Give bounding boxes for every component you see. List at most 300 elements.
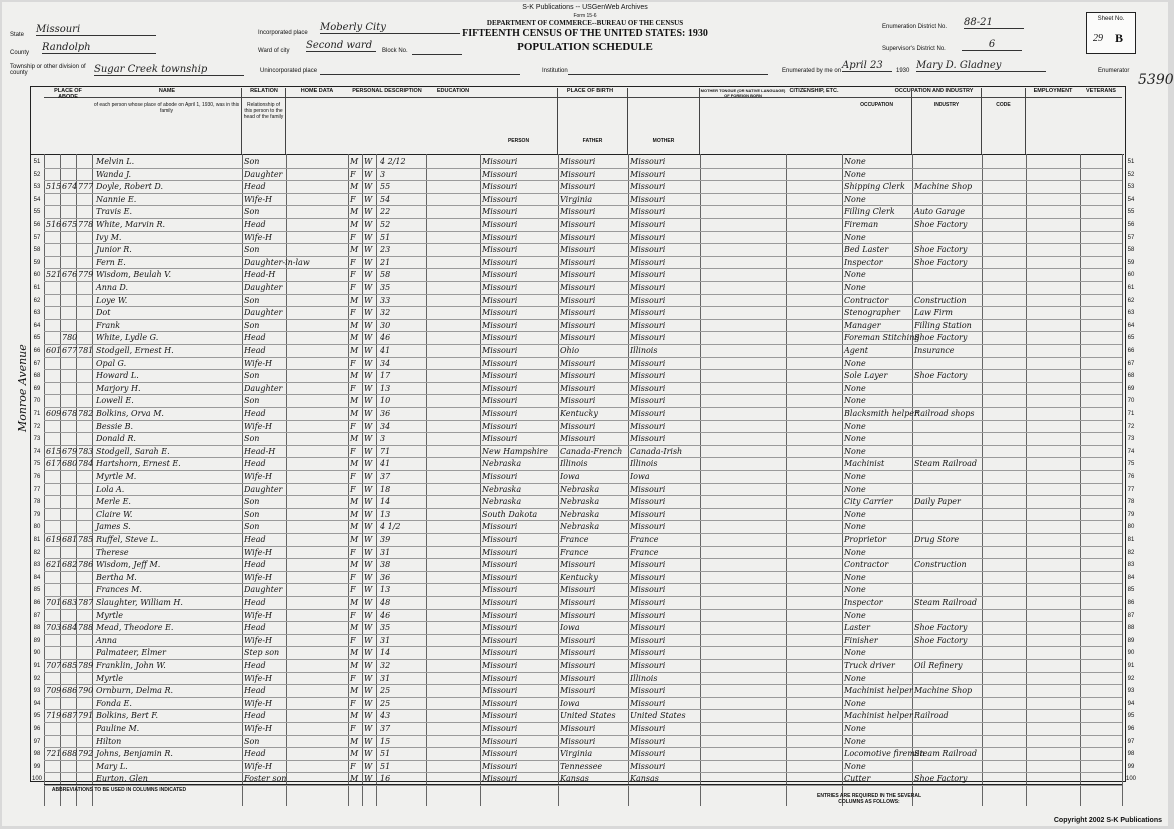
group-education: EDUCATION xyxy=(426,88,480,98)
cell-mother: Missouri xyxy=(630,396,666,406)
cell-rel: Head xyxy=(244,535,266,544)
cell-rel: Wife-H xyxy=(244,358,273,368)
table-row xyxy=(44,194,1122,207)
cell-race: W xyxy=(364,585,373,595)
cell-name: Dot xyxy=(96,308,111,318)
table-row xyxy=(44,584,1122,597)
cell-age: 46 xyxy=(380,333,391,343)
cell-mother: Missouri xyxy=(630,623,666,633)
cell-rel: Wife-H xyxy=(244,547,273,557)
cell-ind: Auto Garage xyxy=(914,207,966,217)
colhead-father: FATHER xyxy=(558,88,628,154)
line-number: 71 xyxy=(33,411,41,417)
cell-mother: Missouri xyxy=(630,648,666,658)
line-number: 70 xyxy=(33,398,41,405)
cell-v: 792 xyxy=(78,749,94,759)
cell-rel: Head xyxy=(244,749,266,759)
cell-father: France xyxy=(560,547,589,557)
cell-occ: Proprietor xyxy=(844,535,887,544)
cell-name: Lola A. xyxy=(96,484,125,494)
cell-birth: Missouri xyxy=(482,182,518,192)
cell-sex: F xyxy=(350,698,356,708)
cell-rel: Daughter-in-law xyxy=(244,257,310,267)
cell-occ: None xyxy=(844,648,866,658)
line-number: 64 xyxy=(33,322,41,329)
cell-occ: None xyxy=(844,572,866,582)
cell-ind: Construction xyxy=(914,560,967,570)
cell-sex: M xyxy=(350,371,359,381)
line-number: 81 xyxy=(33,537,41,543)
cell-mother: Illinois xyxy=(630,673,658,683)
cell-sex: M xyxy=(350,535,359,544)
cell-birth: Missouri xyxy=(482,522,518,532)
cell-fam: 675 xyxy=(62,220,78,229)
cell-sex: M xyxy=(350,320,359,330)
cell-age: 36 xyxy=(380,409,391,418)
cell-birth: Missouri xyxy=(482,257,518,267)
cell-age: 34 xyxy=(380,421,391,431)
cell-rel: Head xyxy=(244,560,266,570)
cell-fam: 684 xyxy=(62,623,78,633)
cell-mother: Missouri xyxy=(630,585,666,595)
cell-race: W xyxy=(364,774,373,784)
table-row xyxy=(44,610,1122,623)
cell-occ: None xyxy=(844,610,866,620)
sheet-box xyxy=(1086,12,1136,54)
cell-age: 51 xyxy=(380,232,391,242)
cell-mother: Missouri xyxy=(630,333,666,343)
line-number: 57 xyxy=(33,234,41,241)
cell-birth: Missouri xyxy=(482,673,518,683)
line-number-right: 80 xyxy=(1127,524,1135,531)
cell-sex: F xyxy=(350,472,356,481)
cell-age: 13 xyxy=(380,585,391,595)
cell-name: Marjory H. xyxy=(96,383,141,393)
census-title: FIFTEENTH CENSUS OF THE UNITED STATES: 1930 xyxy=(462,28,708,39)
cell-ind: Shoe Factory xyxy=(914,623,968,633)
cell-sex: M xyxy=(350,522,359,532)
cell-sex: M xyxy=(350,623,359,633)
cell-occ: Contractor xyxy=(844,560,889,570)
cell-name: Wisdom, Jeff M. xyxy=(96,560,161,570)
cell-fam: 688 xyxy=(62,749,78,759)
line-number: 60 xyxy=(33,272,41,279)
cell-age: 51 xyxy=(380,761,391,771)
cell-rel: Head xyxy=(244,220,266,229)
cell-occ: None xyxy=(844,547,866,557)
cell-name: Frank xyxy=(96,320,121,330)
census-sheet xyxy=(2,2,1174,826)
cell-dw: 709 xyxy=(46,686,62,696)
cell-fam: 677 xyxy=(62,346,78,355)
cell-mother: United States xyxy=(630,711,686,721)
cell-age: 14 xyxy=(380,497,391,507)
cell-name: Junior R. xyxy=(96,245,132,255)
cell-sex: M xyxy=(350,661,359,670)
colhead-name: of each person whose place of abode on April 1, 1930, was in this family xyxy=(92,88,242,154)
group-home-data: HOME DATA xyxy=(286,88,348,98)
line-number-right: 89 xyxy=(1127,637,1135,644)
cell-father: Missouri xyxy=(560,182,596,192)
cell-father: Missouri xyxy=(560,283,596,292)
cell-dw: 516 xyxy=(46,220,62,229)
place-value: Moberly City xyxy=(320,22,460,34)
cell-name: Stodgell, Ernest H. xyxy=(96,346,174,355)
cell-fam: 686 xyxy=(62,686,78,696)
cell-sex: F xyxy=(350,610,356,620)
cell-race: W xyxy=(364,572,373,582)
line-number: 80 xyxy=(33,524,41,531)
cell-age: 3 xyxy=(380,169,386,179)
cell-occ: Sole Layer xyxy=(844,371,888,381)
cell-name: James S. xyxy=(96,522,131,532)
sheet-side: B xyxy=(1115,31,1124,45)
line-number: 87 xyxy=(33,612,41,619)
cell-dw: 619 xyxy=(46,535,62,544)
cell-birth: Missouri xyxy=(482,610,518,620)
cell-dw: 707 xyxy=(46,661,62,670)
cell-father: Missouri xyxy=(560,610,596,620)
footer xyxy=(44,784,1122,821)
cell-father: Missouri xyxy=(560,207,596,217)
cell-ind: Daily Paper xyxy=(914,497,961,507)
cell-occ: None xyxy=(844,383,866,393)
line-number: 65 xyxy=(33,335,41,342)
cell-birth: Missouri xyxy=(482,648,518,658)
cell-rel: Son xyxy=(244,522,260,532)
cell-race: W xyxy=(364,535,373,544)
cell-rel: Wife-H xyxy=(244,472,273,481)
cell-sex: F xyxy=(350,194,356,204)
cell-sex: F xyxy=(350,283,356,292)
table-row xyxy=(44,673,1122,686)
cell-rel: Wife-H xyxy=(244,635,273,645)
cell-father: United States xyxy=(560,711,616,721)
cell-occ: Machinist helper xyxy=(844,686,913,696)
cell-race: W xyxy=(364,761,373,771)
cell-birth: Missouri xyxy=(482,308,518,318)
cell-name: Anna D. xyxy=(96,283,129,292)
cell-dw: 621 xyxy=(46,560,62,570)
cell-ind: Drug Store xyxy=(914,535,960,544)
cell-occ: Foreman Stitching xyxy=(844,333,920,343)
cell-age: 31 xyxy=(380,547,391,557)
line-number-right: 82 xyxy=(1127,549,1135,556)
cell-sex: M xyxy=(350,686,359,696)
cell-race: W xyxy=(364,698,373,708)
enum-year: 1930 xyxy=(896,68,910,74)
cell-name: Franklin, John W. xyxy=(96,661,166,670)
cell-birth: Nebraska xyxy=(482,459,522,469)
cell-rel: Head xyxy=(244,409,266,418)
cell-birth: Missouri xyxy=(482,434,518,444)
cell-dw: 601 xyxy=(46,346,62,355)
cell-race: W xyxy=(364,648,373,658)
line-number: 97 xyxy=(33,738,41,745)
cell-sex: M xyxy=(350,736,359,746)
cell-mother: Illinois xyxy=(630,346,658,355)
cell-mother: Missouri xyxy=(630,484,666,494)
cell-father: Missouri xyxy=(560,724,596,733)
cell-age: 32 xyxy=(380,308,391,318)
group-citizenship: CITIZENSHIP, ETC. xyxy=(786,88,842,98)
cell-mother: Missouri xyxy=(630,207,666,217)
cell-mother: France xyxy=(630,547,659,557)
cell-v: 782 xyxy=(78,409,94,418)
cell-name: Fonda E. xyxy=(96,698,132,708)
table-row xyxy=(44,509,1122,522)
line-number: 98 xyxy=(33,751,41,758)
form-number: Form 15-6 xyxy=(573,13,597,19)
group-place-of-birth: PLACE OF BIRTH xyxy=(480,88,700,98)
cell-name: Therese xyxy=(96,547,129,557)
cell-sex: F xyxy=(350,383,356,393)
cell-name: White, Marvin R. xyxy=(96,220,166,229)
cell-mother: Missouri xyxy=(630,169,666,179)
table-row xyxy=(44,421,1122,434)
cell-mother: Canada-Irish xyxy=(630,446,683,456)
table-row xyxy=(44,748,1122,761)
colhead-relation: Relationship of this person to the head of the family xyxy=(242,88,286,154)
cell-sex: M xyxy=(350,648,359,658)
cell-occ: Machinist xyxy=(844,459,885,469)
table-row xyxy=(44,257,1122,270)
enum-date: April 23 xyxy=(842,60,892,72)
cell-race: W xyxy=(364,333,373,343)
line-number: 99 xyxy=(33,763,41,770)
line-number-right: 85 xyxy=(1127,587,1135,594)
line-number-right: 84 xyxy=(1127,574,1135,581)
cell-rel: Head xyxy=(244,346,266,355)
line-number-right: 75 xyxy=(1127,461,1135,468)
line-number: 56 xyxy=(33,222,41,228)
colhead-mother: MOTHER xyxy=(628,88,700,154)
line-number-right: 55 xyxy=(1127,209,1135,216)
line-number-right: 95 xyxy=(1127,713,1135,720)
line-number-right: 51 xyxy=(1127,159,1135,165)
cell-rel: Wife-H xyxy=(244,610,273,620)
cell-age: 33 xyxy=(380,295,391,305)
cell-mother: Missouri xyxy=(630,270,666,280)
cell-sex: F xyxy=(350,572,356,582)
cell-ind: Shoe Factory xyxy=(914,257,968,267)
state-value: Missouri xyxy=(36,24,156,36)
enumerator-name: Mary D. Gladney xyxy=(916,60,1046,72)
cell-birth: Missouri xyxy=(482,724,518,733)
line-number: 68 xyxy=(33,373,41,380)
cell-mother: Missouri xyxy=(630,371,666,381)
table-row xyxy=(44,269,1122,282)
township-label: Township or other division of county xyxy=(10,64,86,76)
line-number-right: 73 xyxy=(1127,436,1135,443)
cell-birth: Missouri xyxy=(482,245,518,255)
cell-ind: Filling Station xyxy=(914,320,972,330)
table-row xyxy=(44,219,1122,232)
rule xyxy=(1122,154,1123,806)
cell-father: Iowa xyxy=(560,472,580,481)
colhead-industry: INDUSTRY xyxy=(912,88,982,154)
cell-father: Illinois xyxy=(560,459,588,469)
cell-fam: 678 xyxy=(62,409,78,418)
line-number-right: 71 xyxy=(1127,411,1135,417)
cell-name: Bolkins, Bert F. xyxy=(96,711,159,721)
cell-rel: Son xyxy=(244,320,260,330)
cell-sex: M xyxy=(350,749,359,759)
line-number: 100 xyxy=(31,776,42,783)
cell-rel: Son xyxy=(244,295,260,305)
line-number-right: 96 xyxy=(1127,726,1135,732)
cell-name: Mead, Theodore E. xyxy=(96,623,174,633)
cell-mother: Missouri xyxy=(630,635,666,645)
cell-sex: M xyxy=(350,207,359,217)
cell-dw: 615 xyxy=(46,446,62,456)
cell-rel: Head xyxy=(244,459,266,469)
line-number: 91 xyxy=(33,663,41,669)
cell-fam: 680 xyxy=(62,459,78,469)
cell-name: Wisdom, Beulah V. xyxy=(96,270,172,280)
cell-father: Missouri xyxy=(560,358,596,368)
cell-age: 25 xyxy=(380,686,391,696)
cell-father: Nebraska xyxy=(560,484,600,494)
cell-occ: None xyxy=(844,472,866,481)
cell-ind: Shoe Factory xyxy=(914,245,968,255)
cell-occ: Locomotive fireman xyxy=(844,749,925,759)
cell-occ: Stenographer xyxy=(844,308,900,318)
cell-name: Pauline M. xyxy=(96,724,140,733)
cell-dw: 703 xyxy=(46,623,62,633)
line-number: 95 xyxy=(33,713,41,720)
cell-sex: F xyxy=(350,446,356,456)
cell-father: Missouri xyxy=(560,257,596,267)
line-number: 63 xyxy=(33,310,41,317)
cell-race: W xyxy=(364,522,373,532)
cell-mother: Missouri xyxy=(630,283,666,292)
table-row xyxy=(44,370,1122,383)
ward-value: Second ward xyxy=(306,40,376,52)
cell-rel: Son xyxy=(244,207,260,217)
sd-value: 6 xyxy=(962,39,1022,51)
cell-age: 58 xyxy=(380,270,391,280)
enum-label: Enumerated by me on xyxy=(782,68,842,74)
line-number: 90 xyxy=(33,650,41,657)
place-label: Incorporated place xyxy=(258,30,308,36)
cell-race: W xyxy=(364,220,373,229)
cell-rel: Head xyxy=(244,623,266,633)
line-number-right: 98 xyxy=(1127,751,1135,758)
cell-name: Hilton xyxy=(96,736,122,746)
group-occupation-industry: OCCUPATION AND INDUSTRY xyxy=(842,88,1026,98)
cell-rel: Head xyxy=(244,333,266,343)
cell-name: Bolkins, Orva M. xyxy=(96,409,164,418)
cell-mother: Missouri xyxy=(630,724,666,733)
cell-rel: Head xyxy=(244,182,266,192)
cell-age: 55 xyxy=(380,182,391,192)
cell-father: Canada-French xyxy=(560,446,623,456)
cell-race: W xyxy=(364,245,373,255)
cell-race: W xyxy=(364,446,373,456)
cell-race: W xyxy=(364,295,373,305)
line-number-right: 88 xyxy=(1127,625,1135,632)
line-number: 94 xyxy=(33,700,41,707)
cell-birth: Missouri xyxy=(482,761,518,771)
line-number-right: 69 xyxy=(1127,385,1135,392)
table-row xyxy=(44,169,1122,182)
cell-mother: Missouri xyxy=(630,698,666,708)
cell-occ: None xyxy=(844,169,866,179)
header-divider xyxy=(30,154,1124,155)
cell-name: Howard L. xyxy=(96,371,139,381)
cell-birth: Missouri xyxy=(482,194,518,204)
cell-rel: Wife-H xyxy=(244,673,273,683)
cell-mother: Missouri xyxy=(630,383,666,393)
line-number: 72 xyxy=(33,423,41,430)
cell-birth: Missouri xyxy=(482,409,518,418)
cell-race: W xyxy=(364,383,373,393)
cell-age: 30 xyxy=(380,320,391,330)
cell-v: 783 xyxy=(78,446,94,456)
cell-age: 18 xyxy=(380,484,391,494)
cell-name: Ivy M. xyxy=(96,232,122,242)
cell-age: 25 xyxy=(380,698,391,708)
cell-birth: Nebraska xyxy=(482,484,522,494)
cell-sex: F xyxy=(350,358,356,368)
table-row xyxy=(44,597,1122,610)
cell-race: W xyxy=(364,459,373,469)
cell-name: Slaughter, William H. xyxy=(96,598,183,607)
cell-rel: Son xyxy=(244,396,260,406)
cell-rel: Wife-H xyxy=(244,572,273,582)
line-number-right: 92 xyxy=(1127,675,1135,682)
line-number-right: 81 xyxy=(1127,537,1135,543)
cell-occ: None xyxy=(844,484,866,494)
cell-race: W xyxy=(364,724,373,733)
cell-birth: Missouri xyxy=(482,686,518,696)
table-row xyxy=(44,332,1122,345)
line-number: 89 xyxy=(33,637,41,644)
block-line xyxy=(412,54,462,55)
cell-age: 22 xyxy=(380,207,391,217)
cell-name: Myrtle xyxy=(96,673,124,683)
group-personal-description: PERSONAL DESCRIPTION xyxy=(348,88,426,98)
cell-dw: 515 xyxy=(46,182,62,192)
cell-mother: Missouri xyxy=(630,220,666,229)
cell-v: 779 xyxy=(78,270,94,280)
cell-sex: M xyxy=(350,598,359,607)
line-number-right: 83 xyxy=(1127,562,1135,569)
line-number: 79 xyxy=(33,511,41,518)
group-mother-tongue: MOTHER TONGUE (OR NATIVE LANGUAGE) OF FOREIGN BORN xyxy=(700,88,786,98)
cell-age: 46 xyxy=(380,610,391,620)
cell-rel: Son xyxy=(244,509,260,519)
cell-mother: Missouri xyxy=(630,157,666,166)
line-number-right: 90 xyxy=(1127,650,1135,657)
cell-occ: None xyxy=(844,396,866,406)
cell-race: W xyxy=(364,257,373,267)
cell-rel: Son xyxy=(244,245,260,255)
table-row xyxy=(44,181,1122,194)
group-veterans: VETERANS xyxy=(1080,88,1122,98)
line-number-right: 93 xyxy=(1127,688,1135,695)
table-row xyxy=(44,433,1122,446)
cell-fam: 676 xyxy=(62,270,78,280)
cell-age: 15 xyxy=(380,736,391,746)
table-row xyxy=(44,635,1122,648)
cell-race: W xyxy=(364,635,373,645)
cell-age: 4 1/2 xyxy=(380,522,401,532)
cell-race: W xyxy=(364,232,373,242)
cell-rel: Head xyxy=(244,661,266,670)
cell-race: W xyxy=(364,749,373,759)
